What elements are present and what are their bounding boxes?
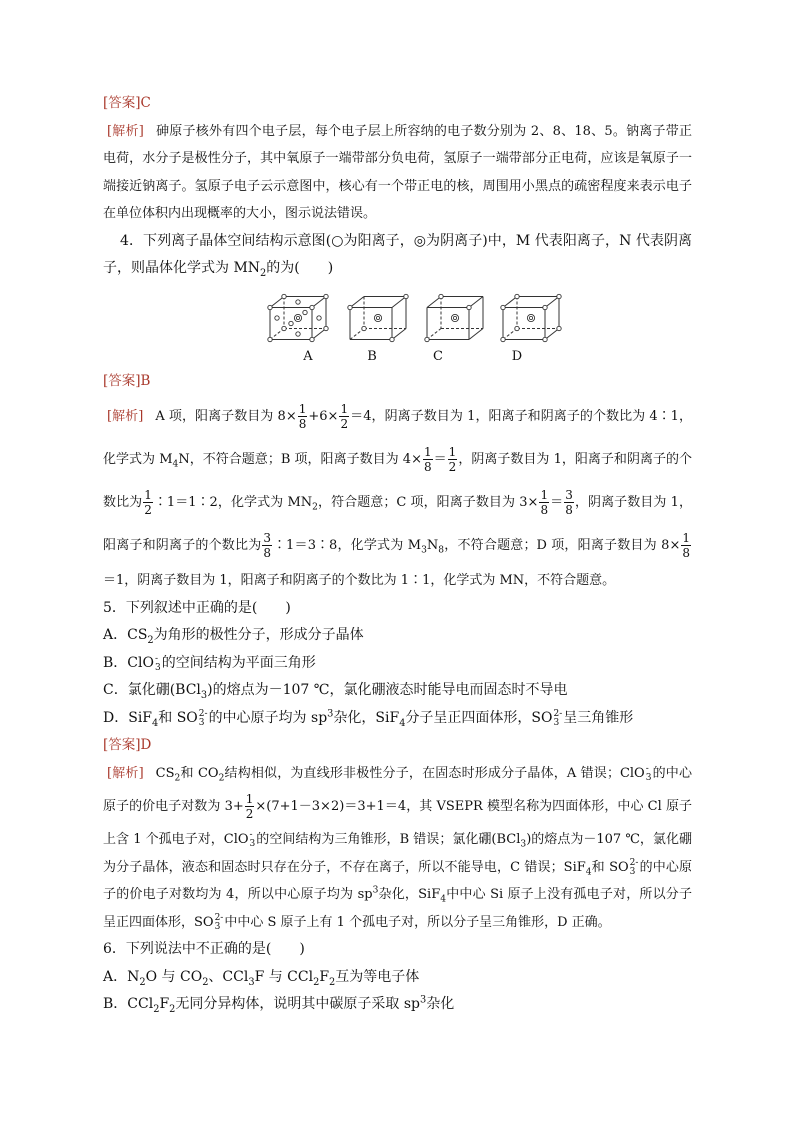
ion-charge: - — [249, 830, 253, 840]
crystal-structure-diagram — [103, 283, 692, 368]
text-run: 杂化，SiF — [333, 709, 400, 726]
text-run: ∶1＝3∶8，化学式为 M — [273, 538, 422, 553]
fraction-denominator: 2 — [245, 807, 254, 821]
ion-charge-and-count — [646, 765, 652, 783]
cation-marker — [557, 326, 561, 330]
fraction — [262, 531, 272, 560]
subscript: 2 — [139, 976, 146, 988]
text-run: O 与 CO — [145, 968, 203, 985]
text-run: ×(7+1－3×2)＝3+1＝4，其 VSEPR 模型名称为四面体形，中心 Cl 原子上含 1 个孤电子对，ClO — [103, 799, 692, 847]
fraction-denominator: 8 — [565, 503, 573, 517]
text-run: ，阴离子数目为 1，阳离子和阴离子的个数比为 — [103, 452, 693, 510]
fraction-numerator: 1 — [448, 445, 457, 459]
subscript: 2 — [312, 502, 318, 513]
fraction-numerator: 1 — [245, 792, 254, 806]
text-run: 和 SO — [158, 709, 198, 726]
analysis-label: [解析] — [107, 409, 144, 424]
fraction-numerator: 3 — [565, 488, 573, 502]
ion-charge: - — [154, 653, 159, 664]
ion-charge: 2- — [553, 708, 563, 719]
unit-cell-b — [348, 294, 408, 341]
cube-hidden-edge — [350, 328, 364, 339]
text-run: 互为等电子体 — [335, 968, 420, 985]
text-run: 5．下列叙述中正确的是( ) — [103, 599, 291, 616]
text-run: 呈三角锥形 — [563, 709, 634, 726]
text-run: 杂化 — [426, 996, 455, 1012]
ion-charge-and-count — [155, 655, 161, 673]
subscript: 4 — [172, 459, 179, 470]
question-4 — [103, 228, 692, 283]
anion-marker — [527, 314, 534, 321]
fraction-numerator: 1 — [298, 402, 307, 416]
ion-subscript: 3 — [249, 839, 256, 849]
fraction-denominator: 2 — [448, 460, 457, 474]
ion-subscript: 3 — [553, 717, 560, 728]
cube-edge — [469, 328, 483, 339]
subscript: 8 — [438, 545, 445, 556]
ion-subscript: 3 — [629, 866, 636, 877]
subscript: 2 — [174, 773, 181, 784]
subscript: 2 — [169, 1003, 176, 1015]
subscript: 4 — [399, 717, 406, 729]
text-run: B．CCl — [103, 996, 154, 1012]
text-run: 结构相似，为直线形非极性分子，在固态时形成分子晶体，A 错误；ClO — [224, 765, 645, 781]
analysis-label: [解析] — [107, 765, 144, 781]
text-run: A．CS — [103, 627, 148, 643]
crystal-structure-figure — [103, 283, 692, 368]
cation-marker — [515, 294, 519, 298]
subscript: 2 — [147, 634, 154, 646]
fraction — [448, 445, 458, 474]
figure-label-a: A — [303, 348, 313, 364]
cube-edge — [312, 328, 326, 339]
subscript: 3 — [248, 976, 255, 988]
anion-marker — [451, 314, 458, 321]
cation-marker — [296, 299, 300, 303]
ion-charge-and-count — [215, 914, 224, 932]
text-run: ∶1＝1∶2，化学式为 MN — [153, 495, 313, 510]
cube-hidden-edge — [270, 328, 284, 339]
fraction-denominator: 8 — [263, 546, 272, 560]
text-run: A．N — [103, 968, 140, 985]
question-5-option-b — [103, 650, 692, 678]
figure-label-b: B — [367, 348, 377, 364]
cation-marker — [425, 337, 429, 341]
cation-marker — [501, 305, 505, 309]
cation-marker — [317, 315, 321, 319]
text-run: 中中心 Si 原子上没有孤电子对，所以分子呈正四面体形，SO — [103, 887, 692, 930]
text-run: 中中心 S 原子上有 1 个孤电子对，所以分子呈三角锥形，D 正确。 — [224, 914, 611, 930]
cube-edge — [312, 296, 326, 307]
text-run: N — [426, 538, 439, 553]
analysis-question-5 — [103, 760, 692, 937]
cation-marker — [439, 294, 443, 298]
cation-marker — [268, 337, 272, 341]
fraction-denominator: 2 — [340, 417, 349, 431]
cube-hidden-edge — [427, 328, 441, 339]
text-run: 为角形的极性分子，形成分子晶体 — [153, 627, 364, 643]
subscript: 3 — [421, 545, 427, 556]
unit-cell-c — [425, 294, 483, 341]
text-run: 的为( ) — [266, 260, 334, 276]
ion-charge-and-count — [250, 831, 256, 849]
cation-marker — [296, 331, 300, 335]
cation-marker — [348, 305, 352, 309]
text-run: ，符合题意；C 项，阳离子数目为 3× — [317, 495, 539, 510]
figure-label-d: D — [511, 348, 523, 364]
text-run: ＝ — [550, 495, 564, 510]
analysis-question-3 — [103, 118, 692, 228]
text-run: ＝4，阴离子数目为 1，阳离子和阴离子的个数比为 4∶1，化学式为 M — [103, 409, 692, 467]
fraction-numerator: 1 — [423, 445, 432, 459]
text-run: 无同分异构体，说明其中碳原子采取 sp — [175, 996, 420, 1012]
text-run: 、CCl — [208, 968, 249, 985]
subscript: 2 — [153, 1003, 160, 1015]
cube-edge — [545, 296, 559, 307]
cube-edge — [545, 328, 559, 339]
cation-marker — [543, 305, 547, 309]
fraction — [298, 402, 308, 431]
text-run: 的空间结构为三角锥形，B 错误；氯化硼(BCl — [256, 832, 521, 847]
text-run: F — [319, 968, 330, 985]
text-run: ，阴离子数目为 1，阳离子和阴离子的个数比为 — [103, 495, 692, 553]
cation-marker — [390, 337, 394, 341]
subscript: 4 — [585, 867, 592, 878]
cation-marker — [310, 337, 314, 341]
fraction-denominator: 8 — [540, 503, 549, 517]
text-run: D．SiF — [103, 709, 153, 726]
question-5-option-d — [103, 705, 692, 733]
text-run: 和 SO — [591, 859, 629, 875]
cation-marker — [362, 326, 366, 330]
text-run: 的中心原子的价电子对数为 3+ — [103, 765, 692, 814]
subscript: 2 — [202, 976, 209, 988]
fraction — [539, 488, 549, 517]
fraction-numerator: 1 — [540, 488, 549, 502]
ion-charge: 2- — [629, 857, 639, 868]
cation-marker — [282, 294, 286, 298]
cation-marker — [289, 321, 293, 325]
subscript: 2 — [218, 773, 225, 784]
subscript: 2 — [260, 267, 267, 279]
fraction-denominator: 8 — [423, 460, 432, 474]
ion-charge-and-count — [199, 710, 208, 728]
ion-subscript: 3 — [214, 921, 221, 932]
ion-charge: 2- — [214, 912, 224, 923]
cube-edge — [427, 296, 441, 307]
fraction-numerator: 1 — [144, 488, 152, 502]
text-run: N，不符合题意；B 项，阳离子数目为 4× — [178, 452, 422, 467]
cation-marker — [282, 326, 286, 330]
cation-marker — [515, 326, 519, 330]
question-6 — [103, 936, 692, 964]
cation-marker — [557, 294, 561, 298]
cube-edge — [350, 296, 364, 307]
text-run: 的空间结构为平面三角形 — [161, 654, 316, 671]
unit-cell-a — [268, 294, 328, 341]
text-run: F 与 CCl — [254, 968, 314, 985]
ion-charge: - — [645, 763, 649, 774]
text-run: 的中心原子的价电子对数均为 4，所以中心原子均为 sp — [103, 859, 692, 902]
question-5-option-c — [103, 677, 692, 705]
document-body — [103, 90, 692, 1019]
subscript: 3 — [200, 689, 208, 701]
text-run: 4．下列离子晶体空间结构示意图(○为阳离子，◎为阴离子)中，M 代表阳离子，N 代表阴离子，则晶体化学式为 MN — [103, 232, 692, 276]
text-run: 6．下列说法中不正确的是( ) — [103, 941, 305, 957]
answer-question-3: [答案]C — [103, 95, 151, 111]
fraction — [423, 445, 433, 474]
text-run: CS — [155, 765, 175, 781]
ion-charge-and-count — [554, 710, 563, 728]
ion-subscript: 3 — [154, 662, 161, 673]
ion-subscript: 3 — [198, 717, 205, 728]
subscript: 3 — [520, 839, 527, 850]
fraction-denominator: 8 — [682, 546, 690, 560]
anion-marker — [294, 314, 301, 321]
ion-charge-and-count — [630, 859, 639, 877]
cation-marker — [404, 294, 408, 298]
cube-edge — [392, 296, 406, 307]
text-run: ＝1，阴离子数目为 1，阳离子和阴离子的个数比为 1∶1，化学式为 MN，不符合题意。 — [103, 573, 616, 588]
text-run: 的中心原子均为 sp — [208, 709, 328, 726]
text-run: 分子呈正四面体形，SO — [405, 709, 553, 726]
analysis-question-4 — [103, 395, 692, 595]
anion-marker — [374, 314, 381, 321]
text-run: A 项，阳离子数目为 8× — [155, 409, 297, 424]
cation-marker — [268, 305, 272, 309]
text-run: ＝ — [433, 452, 447, 467]
superscript: 3 — [327, 707, 334, 719]
text-run: )的熔点为－107 ℃，氯化硼为分子晶体，液态和固态时只存在分子，不存在离子，所以不能导电，C 错误；SiF — [103, 832, 692, 875]
fraction-numerator: 1 — [682, 531, 690, 545]
superscript: 3 — [420, 994, 427, 1006]
fraction — [564, 488, 574, 517]
subscript: 2 — [329, 976, 336, 988]
superscript: 3 — [372, 885, 379, 896]
question-6-option-b — [103, 991, 692, 1019]
subscript: 2 — [313, 976, 320, 988]
cube-edge — [503, 296, 517, 307]
ion-charge: 2- — [198, 708, 208, 719]
text-run: +6× — [308, 409, 339, 424]
question-5-option-a — [103, 622, 692, 650]
cube-edge — [469, 296, 483, 307]
cation-marker — [275, 315, 279, 319]
text-run: C．氯化硼(BCl — [103, 682, 201, 698]
cube-edge — [392, 328, 406, 339]
text-run: 杂化，SiF — [378, 887, 441, 902]
text-run: B．ClO — [103, 654, 154, 671]
cation-marker — [501, 337, 505, 341]
text-run: )的熔点为－107 ℃，氯化硼液态时能导电而固态时不导电 — [207, 682, 568, 698]
text-run: ，不符合题意；D 项，阳离子数目为 8× — [444, 538, 681, 553]
cation-marker — [324, 326, 328, 330]
ion-subscript: 3 — [645, 772, 652, 783]
text-run: F — [159, 996, 170, 1012]
figure-label-c: C — [433, 348, 443, 364]
fraction-numerator: 1 — [340, 402, 349, 416]
cation-marker — [310, 305, 314, 309]
cube-edge — [270, 296, 284, 307]
fraction — [143, 488, 153, 517]
question-6-option-a — [103, 964, 692, 992]
cation-marker — [324, 294, 328, 298]
analysis-label: [解析] — [107, 123, 144, 139]
fraction — [681, 531, 691, 560]
answer-question-5: [答案]D — [103, 737, 152, 753]
unit-cell-d — [501, 294, 561, 341]
fraction-denominator: 8 — [298, 417, 307, 431]
fraction — [245, 792, 255, 821]
cation-marker — [303, 310, 307, 314]
cation-marker — [467, 305, 471, 309]
answer-question-4: [答案]B — [103, 372, 151, 389]
text-run: 砷原子核外有四个电子层，每个电子层上所容纳的电子数分别为 2、8、18、5。钠离子带正电荷，水分子是极性分子，其中氧原子一端带部分负电荷，氢原子一端带部分正电荷，应该是氧原子一端接近钠离子。氢原子电子云示意图中，核心有一个带正电的核，周围用小黑点的疏密程度来表示电子在单位体积内出现概率的大小，图示说法错误。 — [103, 123, 692, 221]
fraction-denominator: 2 — [144, 503, 152, 517]
text-run: 和 CO — [180, 765, 219, 781]
cube-hidden-edge — [503, 328, 517, 339]
fraction — [339, 402, 349, 431]
question-5 — [103, 595, 692, 623]
fraction-numerator: 3 — [263, 531, 272, 545]
subscript: 4 — [440, 894, 447, 905]
subscript: 4 — [152, 717, 159, 729]
cation-marker — [543, 337, 547, 341]
